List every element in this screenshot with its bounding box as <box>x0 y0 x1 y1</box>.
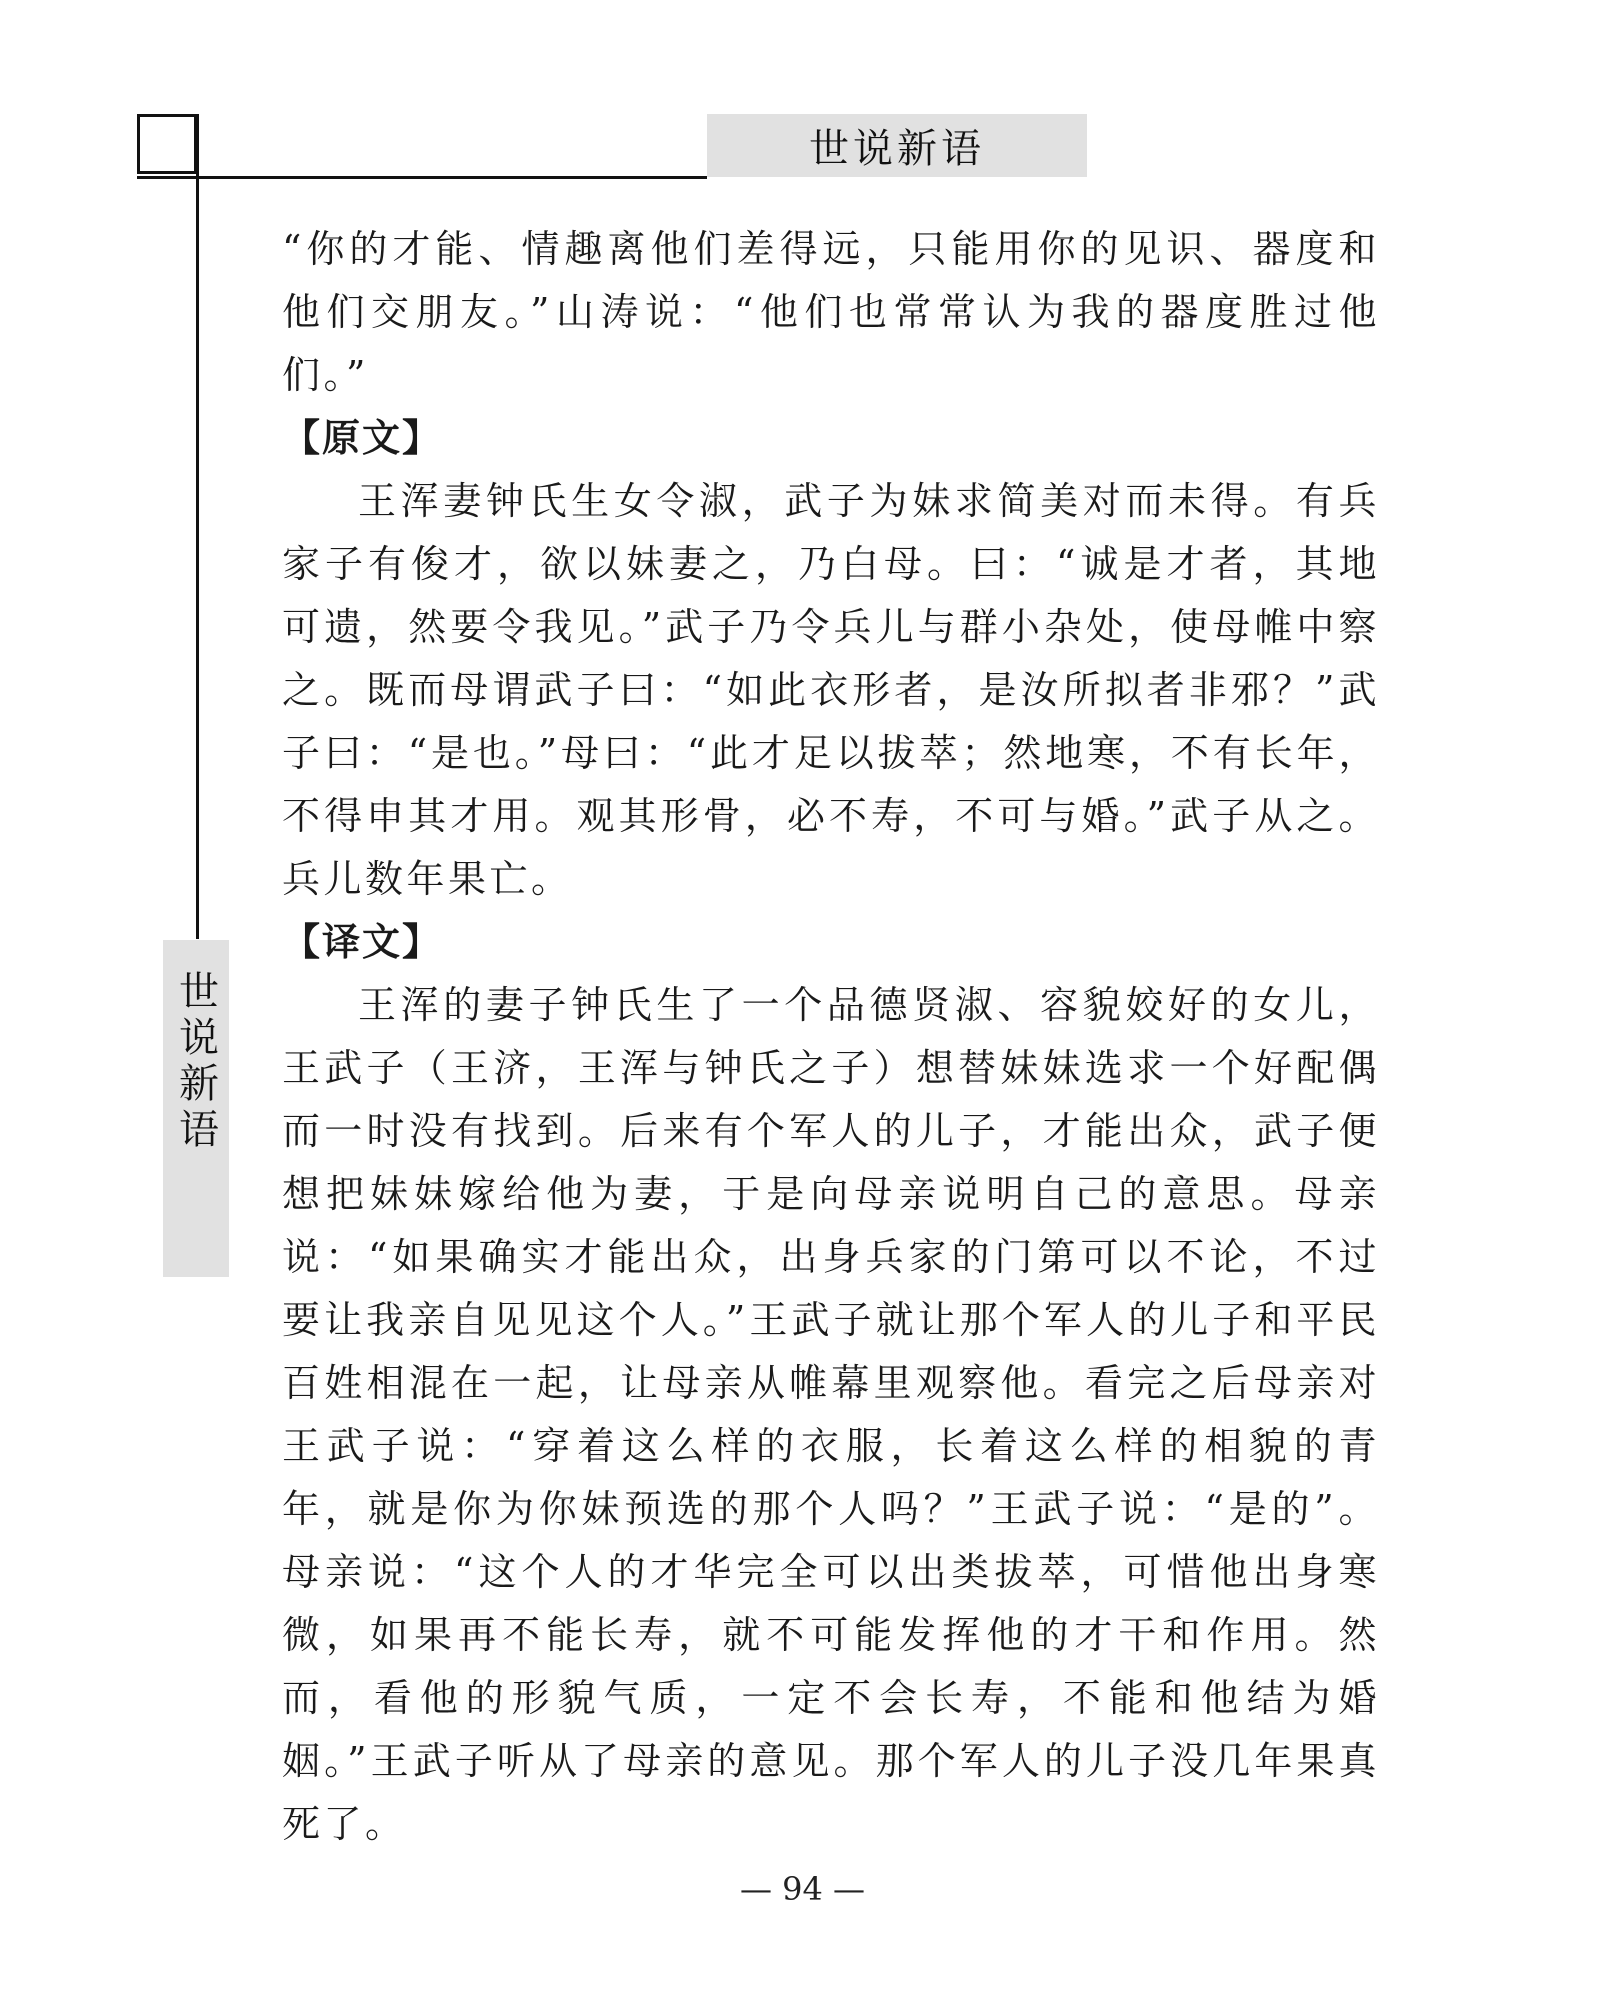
original-text-paragraph: 王浑妻钟氏生女令淑，武子为妹求简美对而未得。有兵家子有俊才，欲以妹妻之，乃白母。曰：“诚是才者，其地可遗，然要令我见。”武子乃令兵儿与群小杂处，使母帷中察之。既而母谓武子曰：“如此衣形者，是汝所拟者非邪？”武子曰：“是也。”母曰：“此才足以拔萃；然地寒，不有长年，不得申其才用。观其形骨，必不寿，不可与婚。”武子从之。兵儿数年果亡。 <box>282 479 1380 901</box>
header-rule <box>137 176 707 179</box>
original-heading: 【原文】 <box>282 416 443 460</box>
side-tab <box>163 940 229 1277</box>
corner-frame <box>137 114 197 174</box>
page-body <box>282 218 1380 1856</box>
running-header <box>707 114 1087 177</box>
page-number: — 94 — <box>739 1870 866 1908</box>
translation-heading: 【译文】 <box>282 920 443 964</box>
running-header-title: 世说新语 <box>809 126 985 172</box>
side-tab-label: 世说新语 <box>172 970 219 1154</box>
continuation-paragraph: “你的才能、情趣离他们差得远，只能用你的见识、器度和他们交朋友。”山涛说：“他们也常常认为我的器度胜过他们。” <box>282 227 1380 397</box>
translation-paragraph: 王浑的妻子钟氏生了一个品德贤淑、容貌姣好的女儿，王武子（王济，王浑与钟氏之子）想替妹妹选求一个好配偶而一时没有找到。后来有个军人的儿子，才能出众，武子便想把妹妹嫁给他为妻，于是向母亲说明自己的意思。母亲说：“如果确实才能出众，出身兵家的门第可以不论，不过要让我亲自见见这个人。”王武子就让那个军人的儿子和平民百姓相混在一起，让母亲从帷幕里观察他。看完之后母亲对王武子说：“穿着这么样的衣服，长着这么样的相貌的青年，就是你为你妹预选的那个人吗？”王武子说：“是的”。母亲说：“这个人的才华完全可以出类拔萃，可惜他出身寒微，如果再不能长寿，就不可能发挥他的才干和作用。然而，看他的形貌气质，一定不会长寿，不能和他结为婚姻。”王武子听从了母亲的意见。那个军人的儿子没几年果真死了。 <box>282 983 1380 1846</box>
margin-rule <box>196 114 199 939</box>
